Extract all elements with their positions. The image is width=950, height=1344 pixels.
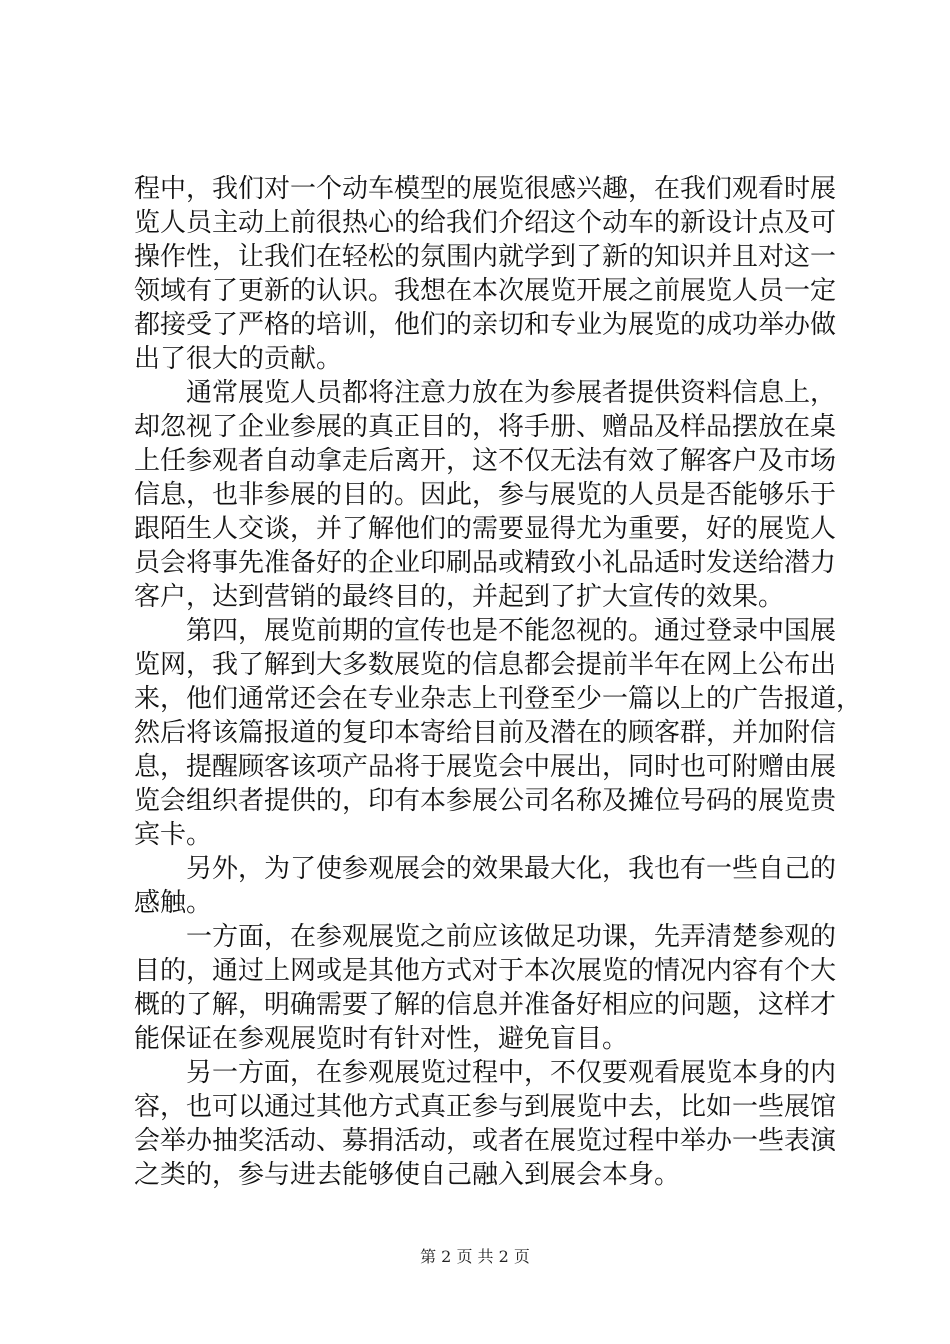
text-line: 信息，也非参展的目的。因此，参与展览的人员是否能够乐于 <box>134 480 837 510</box>
text-line: 能保证在参观展览时有针对性，避免盲目。 <box>134 1024 629 1054</box>
text-line: 通常展览人员都将注意力放在为参展者提供资料信息上， <box>186 378 837 408</box>
text-line: 之类的，参与进去能够使自己融入到展会本身。 <box>134 1160 681 1190</box>
text-line: 程中，我们对一个动车模型的展览很感兴趣，在我们观看时展 <box>134 174 837 204</box>
text-line: 容，也可以通过其他方式真正参与到展览中去，比如一些展馆 <box>134 1092 837 1122</box>
document-body <box>134 172 863 1192</box>
text-line: 跟陌生人交谈，并了解他们的需要显得尤为重要，好的展览人 <box>134 514 837 544</box>
text-line: 员会将事先准备好的企业印刷品或精致小礼品适时发送给潜力 <box>134 548 837 578</box>
paragraph <box>134 614 863 852</box>
page-footer: 第 2 页 共 2 页 <box>420 1247 530 1266</box>
text-line: 客户，达到营销的最终目的，并起到了扩大宣传的效果。 <box>134 582 785 612</box>
text-line: 来，他们通常还会在专业杂志上刊登至少一篇以上的广告报道， <box>134 684 863 714</box>
text-line: 出了很大的贡献。 <box>134 344 343 374</box>
text-line: 会举办抽奖活动、募捐活动，或者在展览过程中举办一些表演 <box>134 1126 837 1156</box>
text-line: 另外，为了使参观展会的效果最大化，我也有一些自己的 <box>186 854 837 884</box>
paragraph <box>134 920 837 1056</box>
paragraph <box>134 852 837 920</box>
paragraph <box>134 376 837 614</box>
text-line: 操作性，让我们在轻松的氛围内就学到了新的知识并且对这一 <box>134 242 837 272</box>
text-line: 览网，我了解到大多数展览的信息都会提前半年在网上公布出 <box>134 650 837 680</box>
text-line: 概的了解，明确需要了解的信息并准备好相应的问题，这样才 <box>134 990 837 1020</box>
text-line: 然后将该篇报道的复印本寄给目前及潜在的顾客群，并加附信 <box>134 718 837 748</box>
paragraph <box>134 1056 837 1192</box>
text-line: 感触。 <box>134 888 213 918</box>
text-line: 都接受了严格的培训，他们的亲切和专业为展览的成功举办做 <box>134 310 837 340</box>
text-line: 宾卡。 <box>134 820 213 850</box>
text-line: 却忽视了企业参展的真正目的，将手册、赠品及样品摆放在桌 <box>134 412 837 442</box>
text-line: 领域有了更新的认识。我想在本次展览开展之前展览人员一定 <box>134 276 837 306</box>
text-line: 息，提醒顾客该项产品将于展览会中展出，同时也可附赠由展 <box>134 752 837 782</box>
text-line: 第四，展览前期的宣传也是不能忽视的。通过登录中国展 <box>186 616 837 646</box>
paragraph <box>134 172 837 376</box>
text-line: 另一方面，在参观展览过程中，不仅要观看展览本身的内 <box>186 1058 837 1088</box>
text-line: 览会组织者提供的，印有本参展公司名称及摊位号码的展览贵 <box>134 786 837 816</box>
text-line: 览人员主动上前很热心的给我们介绍这个动车的新设计点及可 <box>134 208 837 238</box>
text-line: 一方面，在参观展览之前应该做足功课，先弄清楚参观的 <box>186 922 837 952</box>
text-line: 上任参观者自动拿走后离开，这不仅无法有效了解客户及市场 <box>134 446 837 476</box>
text-line: 目的，通过上网或是其他方式对于本次展览的情况内容有个大 <box>134 956 837 986</box>
